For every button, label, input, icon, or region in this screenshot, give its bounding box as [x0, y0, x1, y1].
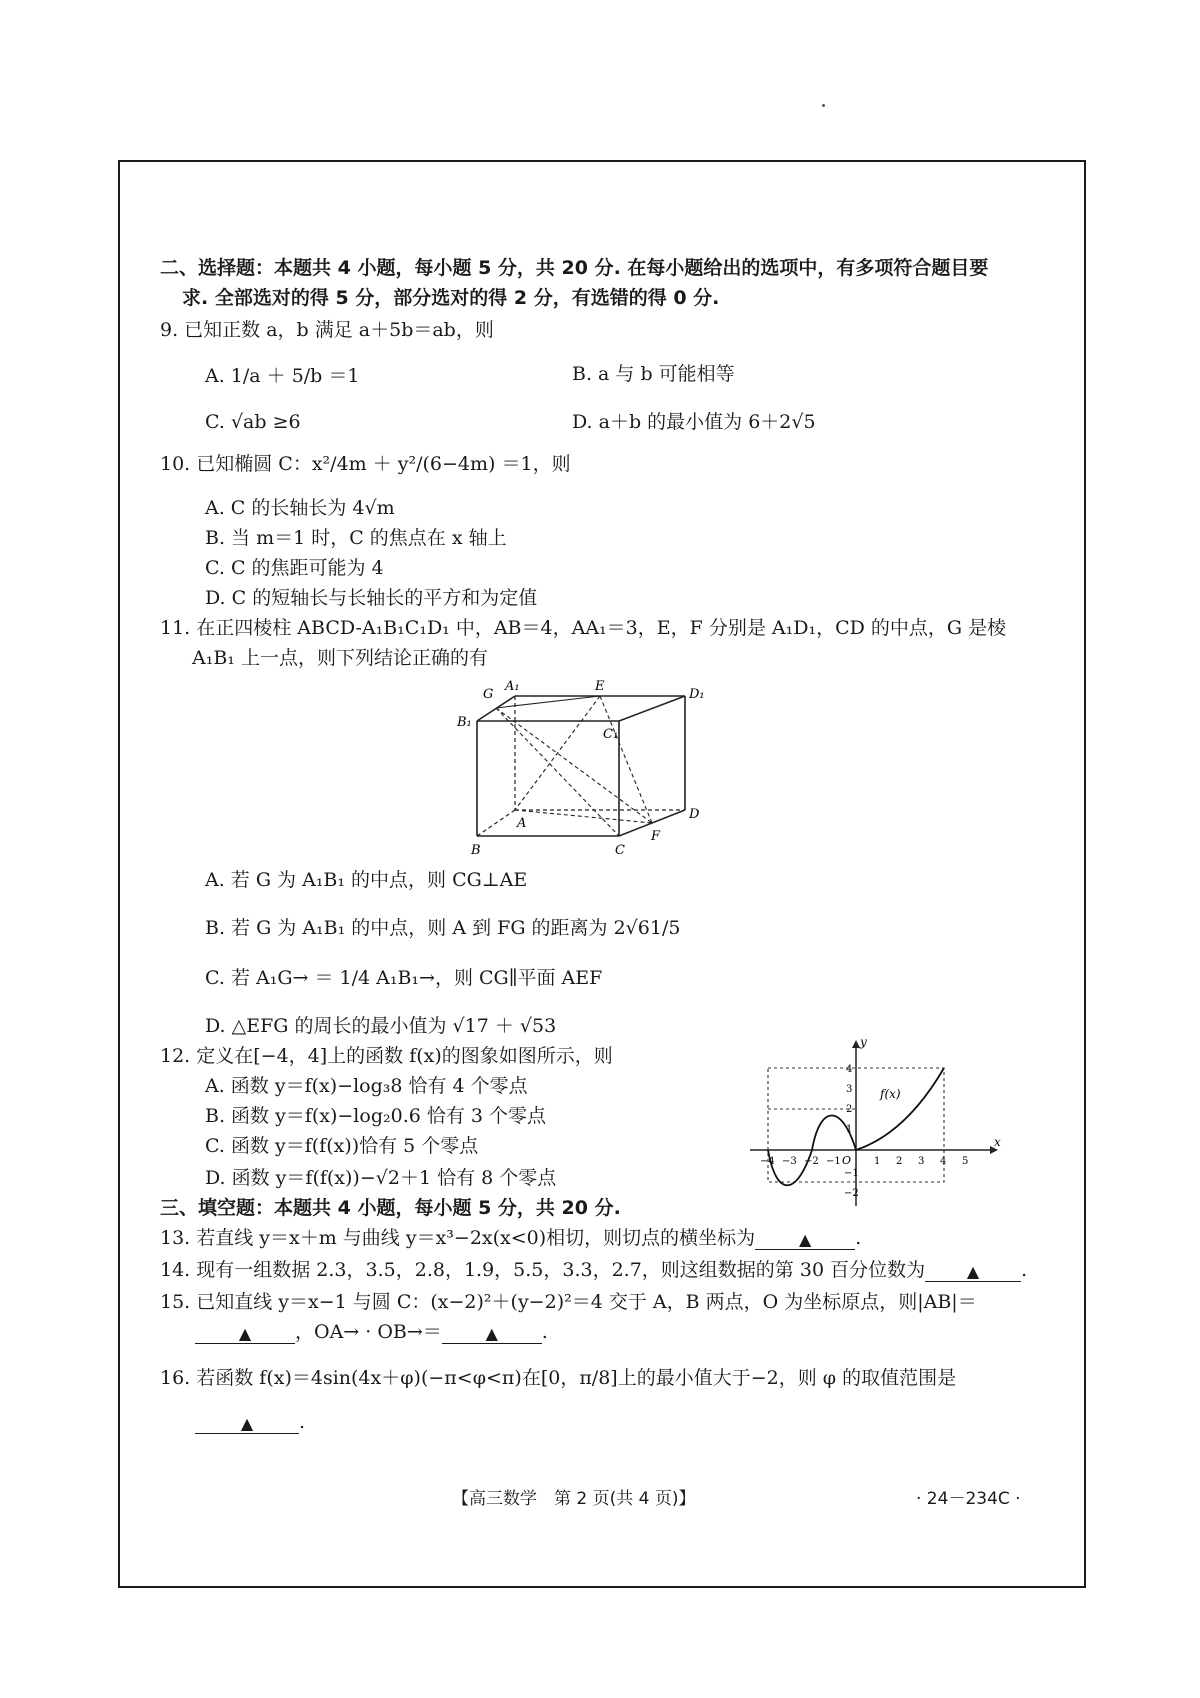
blank-marker-icon: ▲: [485, 1324, 498, 1343]
q10-option-d: D. C 的短轴长与长轴长的平方和为定值: [205, 587, 538, 609]
label-d1: D₁: [689, 687, 705, 702]
label-b1: B₁: [457, 715, 472, 730]
blank-marker-icon: ▲: [240, 1414, 254, 1433]
q12-option-c: C. 函数 y＝f(f(x))恰有 5 个零点: [205, 1135, 479, 1157]
y-tick-3: 3: [846, 1084, 853, 1095]
y-tick-1: 1: [846, 1124, 853, 1135]
q11-option-a: A. 若 G 为 A₁B₁ 的中点，则 CG⊥AE: [205, 869, 528, 891]
q14-answer-blank[interactable]: [925, 1259, 1021, 1282]
q9-option-b: B. a 与 b 可能相等: [572, 363, 735, 385]
x-tick-2: 2: [896, 1156, 903, 1167]
q13-line: [160, 1226, 861, 1250]
segment-e-a: [515, 696, 600, 810]
q15-answer-blank-2[interactable]: [442, 1321, 542, 1344]
q11-option-b: B. 若 G 为 A₁B₁ 的中点，则 A 到 FG 的距离为 2√61/5: [205, 917, 681, 939]
q16-tail: .: [299, 1411, 306, 1433]
q14-text: 14. 现有一组数据 2.3，3.5，2.8，1.9，5.5，3.3，2.7，则这组数据的第 30 百分位数为: [160, 1259, 926, 1281]
q15-answer-blank-1[interactable]: [195, 1321, 295, 1344]
y-axis-arrow: [852, 1040, 860, 1048]
q11-option-d: D. △EFG 的周长的最小值为 √17 ＋ √53: [205, 1015, 557, 1037]
label-e: E: [595, 679, 605, 694]
q15-tail: .: [541, 1321, 548, 1343]
y-tick-neg2: −2: [844, 1188, 859, 1199]
q15-mid: ，OA→ · OB→＝: [295, 1321, 442, 1343]
origin-label: O: [842, 1154, 852, 1167]
q15-line2: [195, 1320, 548, 1344]
scan-speck: [822, 104, 825, 107]
x-tick-neg1: −1: [826, 1156, 841, 1167]
function-graph: [746, 1036, 1006, 1211]
q11-option-c: C. 若 A₁G→ ＝ 1/4 A₁B₁→，则 CG∥平面 AEF: [205, 967, 603, 989]
edge-b-a: [477, 810, 515, 836]
footer-page-info: 【高三数学 第 2 页(共 4 页)】: [452, 1489, 696, 1509]
q11-stem-line2: A₁B₁ 上一点，则下列结论正确的有: [192, 647, 488, 669]
q11-stem-line1: 11. 在正四棱柱 ABCD-A₁B₁C₁D₁ 中，AB＝4，AA₁＝3，E，F 分别是 A₁D₁，CD 的中点，G 是棱: [160, 617, 1007, 639]
prism-figure: [455, 676, 715, 861]
y-tick-neg1: −1: [844, 1168, 859, 1179]
x-tick-3: 3: [918, 1156, 925, 1167]
section2-title-line1: 二、选择题：本题共 4 小题，每小题 5 分，共 20 分. 在每小题给出的选项中，有多项符合题目要: [160, 257, 989, 279]
blank-marker-icon: ▲: [238, 1324, 252, 1343]
label-d: D: [689, 807, 700, 822]
q10-option-b: B. 当 m＝1 时，C 的焦点在 x 轴上: [205, 527, 507, 549]
q15-line1: 15. 已知直线 y＝x−1 与圆 C：(x−2)²＋(y−2)²＝4 交于 A，B 两点，O 为坐标原点，则|AB|＝: [160, 1291, 977, 1313]
segment-a-f: [515, 810, 652, 823]
label-c1: C₁: [603, 727, 619, 742]
q9-option-a: A. 1/a ＋ 5/b ＝1: [205, 365, 360, 387]
q16-line1: 16. 若函数 f(x)＝4sin(4x＋φ)(−π<φ<π)在[0，π/8]上的最小值大于−2，则 φ 的取值范围是: [160, 1367, 957, 1389]
x-axis-label: x: [994, 1135, 1001, 1149]
label-f: F: [651, 829, 661, 844]
y-tick-4: 4: [846, 1064, 853, 1075]
q12-option-b: B. 函数 y＝f(x)−log₂0.6 恰有 3 个零点: [205, 1105, 547, 1127]
q13-tail: .: [855, 1227, 862, 1249]
footer-code: · 24－234C ·: [916, 1489, 1021, 1509]
q12-option-a: A. 函数 y＝f(x)−log₃8 恰有 4 个零点: [205, 1075, 528, 1097]
edge-c1-d1: [619, 696, 685, 721]
q9-option-d: D. a＋b 的最小值为 6＋2√5: [572, 411, 816, 433]
blank-marker-icon: ▲: [799, 1230, 812, 1249]
section2-title-line2: 求. 全部选对的得 5 分，部分选对的得 2 分，有选错的得 0 分.: [182, 287, 720, 309]
label-a1: A₁: [505, 679, 520, 694]
y-axis-label: y: [860, 1036, 867, 1049]
x-tick-1: 1: [874, 1156, 881, 1167]
blank-marker-icon: ▲: [966, 1262, 980, 1281]
q9-stem: 9. 已知正数 a，b 满足 a＋5b＝ab，则: [160, 319, 494, 341]
label-c: C: [615, 843, 625, 858]
x-tick-neg3: −3: [782, 1156, 797, 1167]
q14-line: [160, 1258, 1027, 1282]
label-a: A: [517, 816, 527, 831]
q12-stem: 12. 定义在[−4，4]上的函数 f(x)的图象如图所示，则: [160, 1045, 613, 1067]
q9-option-c: C. √ab ≥6: [205, 411, 301, 433]
curve-label: f(x): [880, 1087, 901, 1101]
q10-option-a: A. C 的长轴长为 4√m: [205, 497, 395, 519]
q13-answer-blank[interactable]: [755, 1227, 855, 1250]
q13-text: 13. 若直线 y＝x＋m 与曲线 y＝x³−2x(x<0)相切，则切点的横坐标为: [160, 1227, 756, 1249]
label-g: G: [483, 687, 494, 702]
q14-tail: .: [1021, 1259, 1028, 1281]
q10-stem: 10. 已知椭圆 C：x²/4m ＋ y²/(6−4m) ＝1，则: [160, 453, 571, 475]
x-tick-4: 4: [940, 1156, 947, 1167]
label-b: B: [471, 843, 481, 858]
x-tick-neg2: −2: [804, 1156, 819, 1167]
x-tick-5: 5: [962, 1156, 969, 1167]
q10-option-c: C. C 的焦距可能为 4: [205, 557, 384, 579]
q12-option-d: D. 函数 y＝f(f(x))−√2＋1 恰有 8 个零点: [205, 1167, 557, 1189]
y-tick-2: 2: [846, 1104, 853, 1115]
segment-g-f: [496, 708, 652, 823]
q16-line2: [195, 1410, 305, 1434]
section3-title: 三、填空题：本题共 4 小题，每小题 5 分，共 20 分.: [160, 1197, 621, 1219]
q16-answer-blank[interactable]: [195, 1411, 299, 1434]
x-tick-neg4: −4: [760, 1156, 775, 1167]
